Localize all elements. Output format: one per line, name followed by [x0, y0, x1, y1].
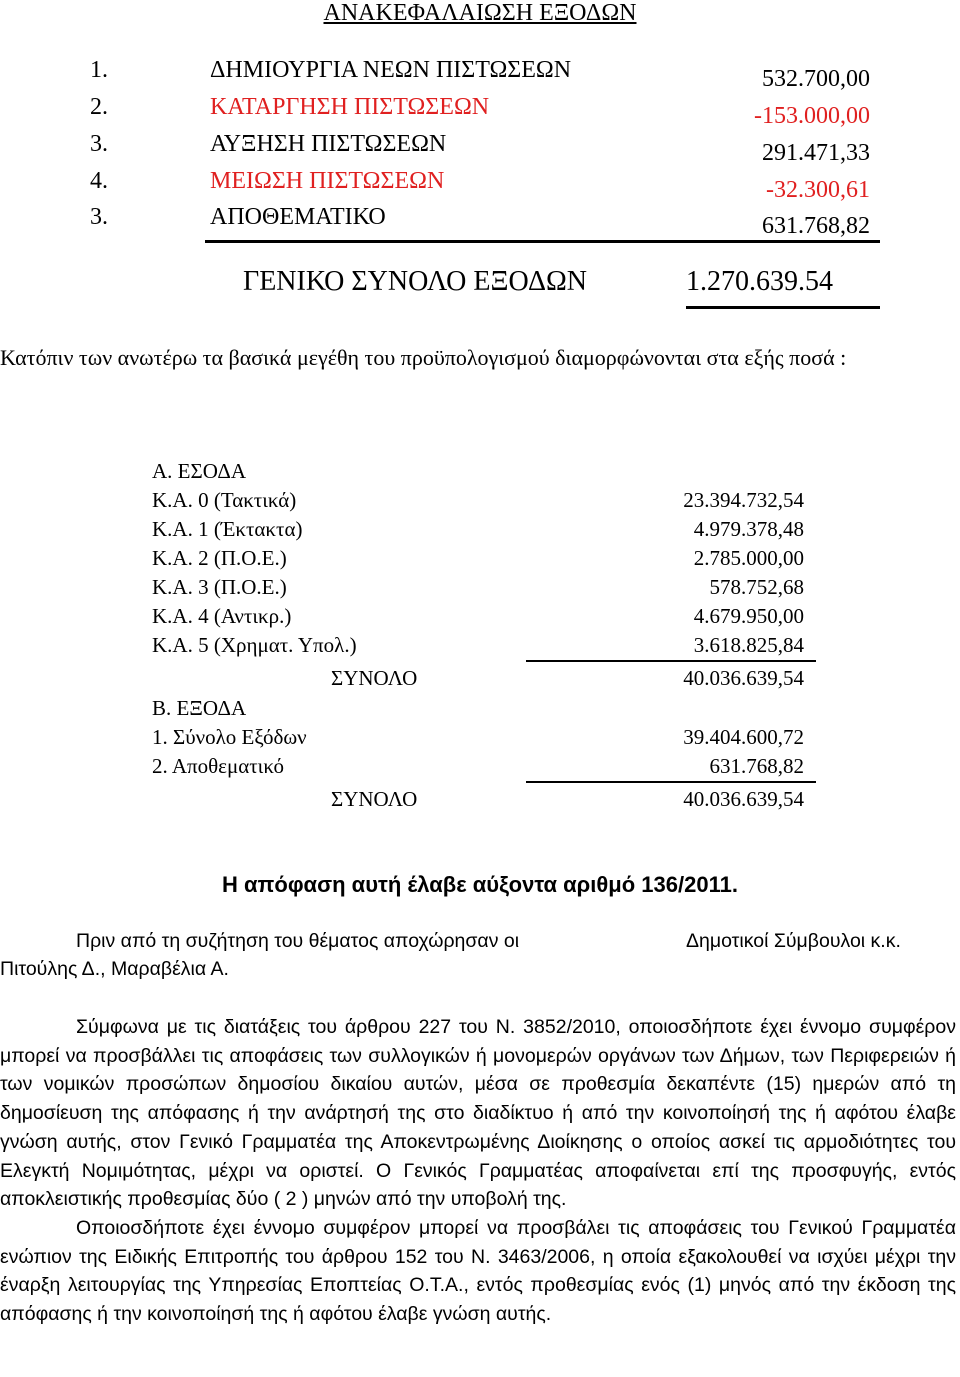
revenue-label: Κ.Α. 5 (Χρηματ. Υπολ.): [152, 633, 357, 657]
summary-item-label: ΜΕΙΩΣΗ ΠΙΣΤΩΣΕΩΝ: [210, 168, 445, 194]
revenue-label: Κ.Α. 3 (Π.Ο.Ε.): [152, 575, 287, 599]
summary-item-amount: -153.000,00: [754, 103, 870, 129]
revenue-total-amount: 40.036.639,54: [683, 666, 804, 690]
revenue-label: Κ.Α. 1 (Έκτακτα): [152, 517, 303, 541]
summary-item-amount: 291.471,33: [762, 140, 870, 166]
legal-paragraph: Οποιοσδήποτε έχει έννομο συμφέρον μπορεί να προσβάλει τις αποφάσεις του Γενικού Γραμματέα ενώπιον της Ειδικής Επιτροπής του άρθρου 152 του Ν. 3463/2006, η οποία εξακολουθεί να ισχύει μέχρι την έναρξη λειτουργίας της Υπηρεσίας Εποπτείας Ο.Τ.Α., εντός προθεσμίας ενός (1) μηνός από την έκδοση της απόφασης ή την κοινοποίησή της ή αφότου έλαβε γνώση αυτής.: [0, 1216, 956, 1326]
revenue-amount: 578.752,68: [709, 575, 804, 599]
summary-item-number: 1.: [90, 57, 108, 83]
absence-line-left: Πριν από τη συζήτηση του θέματος αποχώρησαν οι: [76, 930, 520, 952]
revenue-amount: 4.679.950,00: [693, 604, 804, 628]
revenue-amount: 4.979.378,48: [693, 517, 804, 541]
expense-amount: 39.404.600,72: [683, 725, 804, 749]
revenue-label: Κ.Α. 0 (Τακτικά): [152, 488, 297, 512]
summary-item-label: ΑΥΞΗΣΗ ΠΙΣΤΩΣΕΩΝ: [210, 131, 447, 157]
summary-item-number: 3.: [90, 204, 108, 230]
summary-item-number: 3.: [90, 131, 108, 157]
revenue-label: Κ.Α. 2 (Π.Ο.Ε.): [152, 546, 287, 570]
revenue-divider: [526, 660, 816, 662]
summary-item-number: 2.: [90, 94, 108, 120]
legal-paragraph: Σύμφωνα με τις διατάξεις του άρθρου 227 του Ν. 3852/2010, οποιοσδήποτε έχει έννομο συμφέρον μπορεί να προσβάλλει τις αποφάσεις των συλλογικών ή μονομερών οργάνων των Δήμων, των Περιφερειών ή των νομικών προσώπων δημοσίου δικαίου αυτών, μέσα σε προθεσμία δεκαπέντε (15) ημερών από τη δημοσίευση της απόφασης ή την ανάρτησή της στο διαδίκτυο ή από την κοινοποίησή της ή αφότου έλαβε γνώση αυτής, στον Γενικό Γραμματέα της Αποκεντρωμένης Διοίκησης ο οποίος ασκεί τις αρμοδιότητες του Ελεγκτή Νομιμότητας, μέχρι να οριστεί. Ο Γενικός Γραμματέας αποφαίνεται επί της προσφυγής, εντός αποκλειστικής προθεσμίας δύο ( 2 ) μηνών από την υποβολή της.: [0, 1016, 956, 1211]
revenue-amount: 3.618.825,84: [693, 633, 804, 657]
legal-notice: [0, 1013, 956, 1329]
grand-total-amount: 1.270.639.54: [686, 266, 833, 297]
grand-total-underline: [686, 306, 880, 309]
expense-label: 1. Σύνολο Εξόδων: [152, 725, 307, 749]
revenue-heading: Α. ΕΣΟΔΑ: [152, 459, 247, 483]
summary-title: ΑΝΑΚΕΦΑΛΑΙΩΣΗ ΕΞΟΔΩΝ: [323, 0, 637, 26]
revenue-label: Κ.Α. 4 (Αντικρ.): [152, 604, 292, 628]
expense-total-amount: 40.036.639,54: [683, 787, 804, 811]
expense-label: 2. Αποθεματικό: [152, 754, 284, 778]
summary-item-amount: 631.768,82: [762, 213, 870, 239]
summary-item-label: ΑΠΟΘΕΜΑΤΙΚΟ: [210, 204, 386, 230]
summary-item-amount: 532.700,00: [762, 66, 870, 92]
summary-item-amount: -32.300,61: [766, 177, 870, 203]
expense-total-label: ΣΥΝΟΛΟ: [331, 787, 418, 811]
summary-item-label: ΔΗΜΙΟΥΡΓΙΑ ΝΕΩΝ ΠΙΣΤΩΣΕΩΝ: [210, 57, 572, 83]
summary-item-number: 4.: [90, 168, 108, 194]
expense-amount: 631.768,82: [709, 754, 804, 778]
decision-statement: Η απόφαση αυτή έλαβε αύξοντα αριθμό 136/2011.: [222, 872, 738, 897]
grand-total-label: ΓΕΝΙΚΟ ΣΥΝΟΛΟ ΕΞΟΔΩΝ: [243, 266, 588, 297]
expense-heading: Β. ΕΞΟΔΑ: [152, 696, 247, 720]
absence-line-right: Δημοτικοί Σύμβουλοι κ.κ.: [686, 930, 901, 952]
revenue-total-label: ΣΥΝΟΛΟ: [331, 666, 418, 690]
revenue-amount: 23.394.732,54: [683, 488, 804, 512]
summary-divider: [205, 240, 880, 243]
intro-text: Κατόπιν των ανωτέρω τα βασικά μεγέθη του προϋπολογισμού διαμορφώνονται στα εξής ποσά :: [0, 345, 847, 370]
expense-divider: [526, 781, 816, 783]
absence-names: Πιτούλης Δ., Μαραβέλια Α.: [0, 958, 229, 980]
summary-item-label: ΚΑΤΑΡΓΗΣΗ ΠΙΣΤΩΣΕΩΝ: [210, 94, 490, 120]
revenue-amount: 2.785.000,00: [693, 546, 804, 570]
